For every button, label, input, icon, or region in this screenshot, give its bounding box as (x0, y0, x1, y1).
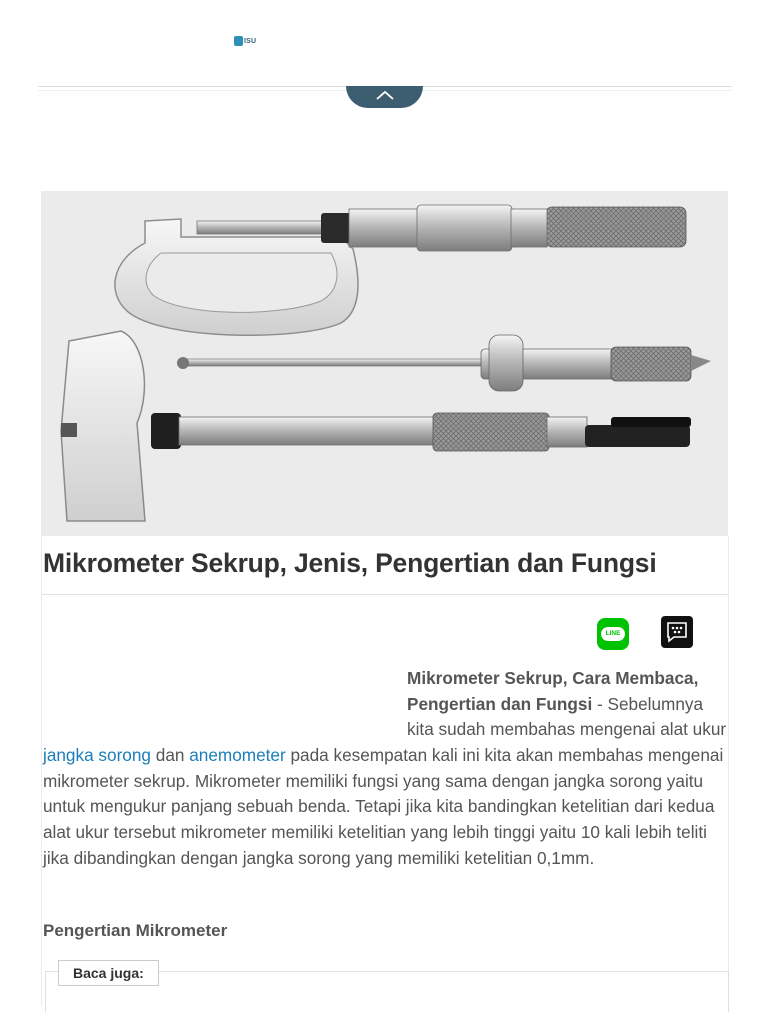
intro-text-2: dan (150, 745, 190, 765)
section-heading: Pengertian Mikrometer (43, 921, 228, 940)
intro-bold-lead: Mikrometer Sekrup, Cara Membaca, Pengertian dan Fungsi (407, 668, 699, 714)
article-card (41, 536, 729, 1006)
share-bbm-button[interactable] (661, 616, 693, 648)
article-hero-image (41, 191, 728, 536)
chevron-up-icon (375, 89, 395, 101)
intro-paragraph (43, 743, 727, 872)
baca-juga-box (45, 965, 729, 1012)
logo-mark-icon (234, 36, 243, 46)
micrometer-photo-icon (41, 191, 728, 536)
collapse-header-button[interactable] (346, 86, 423, 108)
logo-text: ISU (244, 37, 257, 45)
share-line-button[interactable] (597, 618, 629, 650)
baca-juga-label: Baca juga: (58, 960, 159, 986)
intro-text-1: - Sebelumnya kita sudah membahas mengenai alat ukur (407, 693, 727, 740)
article-title: Mikrometer Sekrup, Jenis, Pengertian dan Fungsi (43, 548, 657, 578)
intro-paragraph-top (407, 666, 727, 743)
site-header (0, 0, 768, 86)
bbm-icon (666, 621, 688, 643)
intro-text-3: pada kesempatan kali ini kita akan membahas mengenai mikrometer sekrup. Mikrometer memiliki fungsi yang sama dengan jangka sorong yaitu untuk mengukur panjang sebuah benda. Tetapi jika kita bandingkan ketelitian dari kedua alat ukur tersebut mikrometer memiliki ketelitian yang lebih tinggi yaitu 10 kali lebih teliti jika dibandingkan dengan jangka sorong yang memiliki ketelitian 0,1mm. (43, 745, 724, 868)
link-jangka-sorong[interactable]: jangka sorong (43, 745, 151, 765)
site-logo[interactable] (234, 36, 256, 46)
link-anemometer[interactable]: anemometer (189, 745, 286, 765)
title-divider (42, 594, 728, 595)
line-icon: LINE (601, 627, 625, 641)
